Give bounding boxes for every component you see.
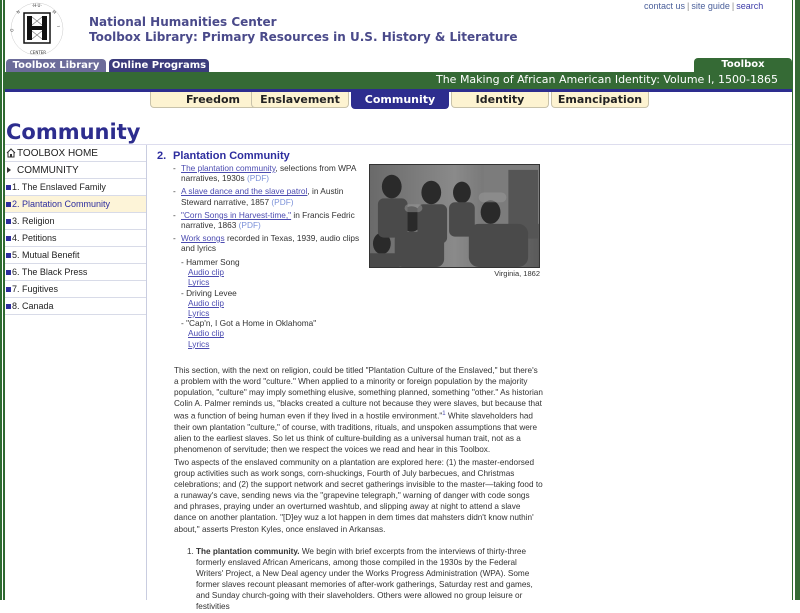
svg-text:CENTER: CENTER — [30, 50, 47, 55]
numbered-item — [187, 546, 544, 613]
resource-item: - The plantation community, selections from WPA narratives, 1930s (PDF) — [173, 163, 356, 184]
sidebar-item-label: COMMUNITY — [17, 165, 79, 176]
section-title: Plantation Community — [173, 150, 290, 162]
item-number: 1. — [187, 547, 194, 556]
song-title: - Driving Levee — [181, 287, 237, 298]
bullet-icon — [6, 236, 11, 241]
sidebar-item-label: 4. Petitions — [12, 233, 57, 243]
resource-link[interactable]: "Corn Songs in Harvest-time," — [181, 209, 292, 220]
sidebar-item-label: 3. Religion — [12, 216, 55, 226]
tab-online-programs[interactable]: Online Programs — [109, 59, 209, 72]
photo-caption: Virginia, 1862 — [494, 269, 540, 278]
section-number: 2. — [157, 150, 167, 162]
audio-clip-link[interactable]: Audio clip — [188, 297, 224, 308]
bullet-icon — [6, 287, 11, 292]
sidebar-item-label: 8. Canada — [12, 301, 54, 311]
resource-description: , in Austin Steward narrative, 1857 — [181, 186, 344, 207]
section-tab-emancipation[interactable]: Emancipation — [551, 92, 649, 108]
aspects-paragraph: Two aspects of the enslaved community on a plantation are explored here: (1) the master-endorsed group activities such as work songs, corn-shuckings, Fourth of July barbecues, and Christmas celebrations; and (2) the support network and secret gatherings invisible to the master—taking food to a runaway's cave, sending news via the "grapevine telegraph," warning of danger with code songs and phrases, praying under an overturned washtub, and slipping away at night to attend a slave dance on another plantation. "[D]ey wuz a lot happen in dem times dat mahsters didn't know nuthin' about," asserts Preston Kyles, once enslaved in Arkansas. — [174, 458, 543, 534]
sidebar-item-community[interactable] — [5, 162, 146, 179]
lyrics-link[interactable]: Lyrics — [188, 338, 210, 349]
sidebar-item-enslaved-family[interactable] — [5, 179, 146, 196]
bullet-icon — [6, 270, 11, 275]
contact-us-link[interactable]: contact us — [644, 1, 686, 11]
resource-item: - "Corn Songs in Harvest-time," in Francis Fedric narrative, 1863 (PDF) — [173, 209, 355, 231]
resource-description: , selections from WPA narratives, 1930s — [181, 163, 356, 184]
resource-item: - A slave dance and the slave patrol, in Austin Steward narrative, 1857 (PDF) — [173, 186, 344, 207]
item-text: We begin with brief excerpts from the interviews of thirty-three formerly enslaved African Americans, among those compiled in the 1930s by the Federal Writers' Project, a New Deal agency under the Works Progress Administration (WPA). Some former slaves recount pleasant memories of after-work gatherings, Saturday rest and games, and Sunday church-going with their slaveholders. Others were allowed no group leisure or festivities — [196, 547, 533, 612]
audio-clip-link[interactable]: Audio clip — [188, 267, 224, 278]
pdf-link[interactable]: (PDF) — [246, 173, 270, 184]
sidebar-item-petitions[interactable] — [5, 230, 146, 247]
bullet-icon — [6, 304, 11, 309]
separator: | — [687, 1, 690, 11]
lyrics-link[interactable]: Lyrics — [188, 308, 210, 319]
sidebar-nav — [5, 145, 147, 600]
intro-paragraph: This section, with the next on religion, could be titled "Plantation Culture of the Enslaved," but there's a problem with the word "culture." When applied to a minority or foreign population by the majority population, "culture" may imply something elusive, something planned, something "other." As historian Colin A. Palmer reminds us, "blacks created a culture not because they were slaves, but because that was a function of being human even if they lived in a hostile environment."$^1$ White slaveholders had their own plantation "culture," of course, with traditions, rituals, and unspoken assumptions that were alien to the earliest slaves. So let us think of culture-building as a universal human trait, not as a phenomenon of servitude; then we respect the voices we read and hear in this Toolbox. — [174, 366, 543, 455]
section-tab-freedom[interactable]: Freedom — [150, 92, 276, 108]
search-link[interactable]: search — [736, 1, 764, 11]
lyrics-link[interactable]: Lyrics — [188, 277, 210, 288]
resource-link[interactable]: A slave dance and the slave patrol — [181, 186, 308, 197]
resource-description: recorded in Texas, 1939, audio clips and lyrics — [181, 232, 360, 254]
site-titles — [89, 15, 518, 45]
footnote-ref[interactable]: 1 — [442, 411, 446, 418]
section-tab-community[interactable]: Community — [351, 92, 449, 109]
sidebar-item-canada[interactable] — [5, 298, 146, 315]
bullet-icon — [6, 202, 11, 207]
site-guide-link[interactable]: site guide — [691, 1, 730, 11]
sidebar-item-label: 2. Plantation Community — [12, 199, 111, 209]
item-title: The plantation community. — [196, 547, 300, 556]
svg-text:I: I — [56, 25, 62, 28]
sidebar-item-label: 6. The Black Press — [12, 267, 88, 277]
pdf-link[interactable]: (PDF) — [238, 220, 261, 231]
song-title: - Hammer Song — [181, 257, 240, 267]
svg-text:M: M — [51, 8, 58, 15]
resource-link[interactable]: The plantation community — [181, 163, 276, 173]
work-songs-list — [181, 257, 316, 349]
sidebar-item-label: 7. Fugitives — [12, 284, 59, 294]
banner-bar — [5, 72, 792, 89]
svg-text:·H·U·: ·H·U· — [32, 3, 42, 8]
svg-text:O: O — [9, 28, 15, 33]
triangle-right-icon — [7, 167, 11, 173]
sidebar-item-label: 1. The Enslaved Family — [12, 182, 106, 192]
resource-item: - Work songs recorded in Texas, 1939, audio clips and lyrics — [173, 232, 360, 254]
bullet-icon — [6, 219, 11, 224]
page-title: Community — [6, 120, 141, 144]
pdf-link[interactable]: (PDF) — [271, 196, 294, 207]
svg-text:N: N — [15, 9, 21, 15]
sidebar-item-mutual-benefit[interactable] — [5, 247, 146, 264]
sidebar-item-label: TOOLBOX HOME — [17, 148, 98, 159]
utility-links — [644, 1, 763, 11]
section-tab-identity[interactable]: Identity — [451, 92, 549, 108]
org-name: National Humanities Center — [89, 15, 277, 29]
section-heading — [157, 150, 290, 162]
audio-clip-link[interactable]: Audio clip — [188, 328, 224, 339]
sidebar-item-plantation-community[interactable] — [5, 196, 146, 213]
sidebar-item-fugitives[interactable] — [5, 281, 146, 298]
sidebar-item-religion[interactable] — [5, 213, 146, 230]
sidebar-item-black-press[interactable] — [5, 264, 146, 281]
resource-list — [173, 163, 363, 256]
resource-link[interactable]: Work songs — [181, 232, 225, 243]
song-title: - "Cap'n, I Got a Home in Oklahoma" — [181, 318, 317, 329]
historical-photo[interactable] — [369, 164, 540, 268]
right-frame-border — [792, 0, 800, 600]
banner-title: The Making of African American Identity: Volume I, 1500-1865 — [435, 73, 778, 86]
nhc-logo[interactable] — [10, 2, 64, 56]
resource-description: in Francis Fedric narrative, 1863 — [181, 209, 355, 231]
separator: | — [731, 1, 735, 11]
bullet-icon — [6, 185, 11, 190]
sidebar-item-label: 5. Mutual Benefit — [12, 250, 80, 260]
library-title: Toolbox Library: Primary Resources in U.S. History & Literature — [89, 30, 518, 44]
bullet-icon — [6, 253, 11, 258]
home-icon — [6, 148, 16, 158]
tab-toolbox[interactable]: Toolbox — [694, 58, 792, 72]
tab-toolbox-library[interactable]: Toolbox Library — [6, 59, 106, 72]
sidebar-item-toolbox-home[interactable] — [5, 145, 146, 162]
section-tab-enslavement[interactable]: Enslavement — [251, 92, 349, 108]
